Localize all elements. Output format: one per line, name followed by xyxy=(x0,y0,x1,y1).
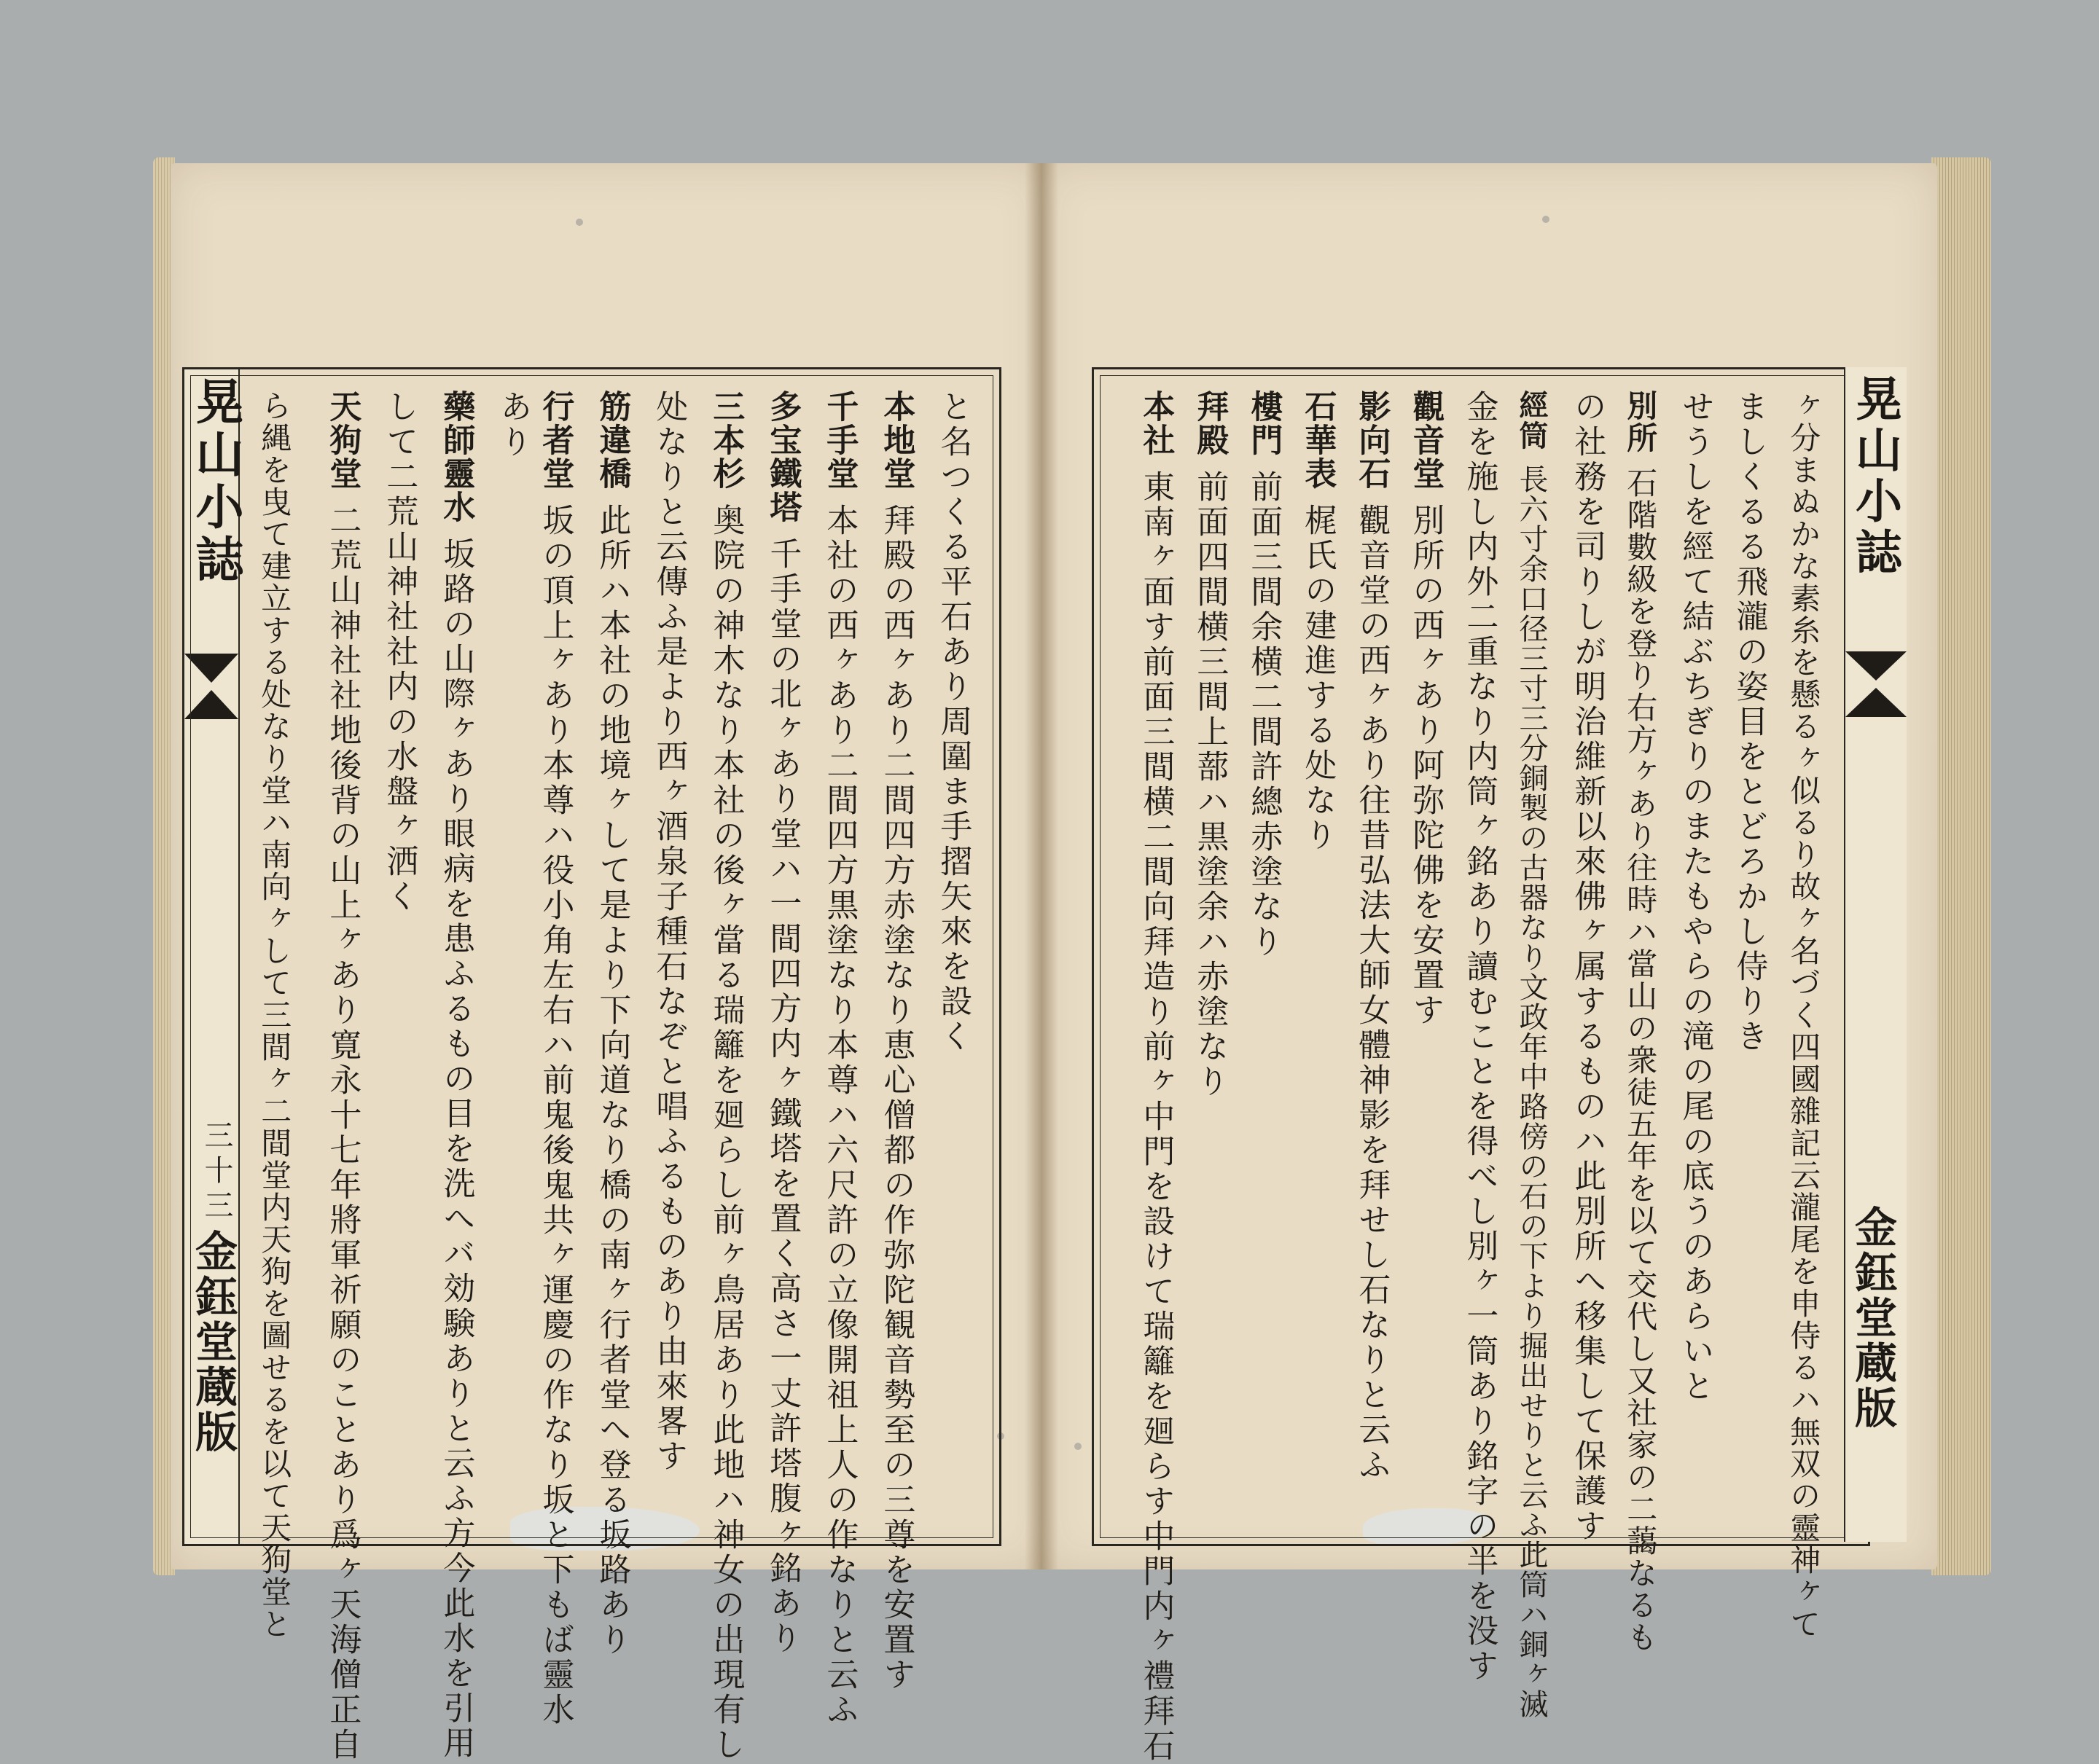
text-column: 石華表梶氏の建進する处なり xyxy=(1299,390,1337,853)
right-text-frame xyxy=(1092,367,1870,1764)
text-column: の社務を司りしが明治維新以來佛ヶ属するものハ此別所へ移集して保護す xyxy=(1568,390,1606,1544)
left-text-frame xyxy=(182,367,1001,1763)
text-column: 天狗堂二荒山神社社地後背の山上ヶあり寛永十七年將軍祈願のことあり爲ヶ天海僧正自 xyxy=(324,390,361,1763)
book-title: 晃山小誌 xyxy=(187,377,244,587)
text-column: 觀音堂別所の西ヶあり阿弥陀佛を安置す xyxy=(1407,390,1445,1028)
worm-hole xyxy=(1074,1443,1082,1450)
text-column: 千手堂本社の西ヶあり二間四方黒塗なり本尊ハ六尺許の立像開祖上人の作なりと云ふ xyxy=(821,390,859,1728)
text-column: して二荒山神社社内の水盤ヶ洒く xyxy=(380,390,418,914)
text-column: 藥師靈水坂路の山際ヶあり眼病を患ふるもの目を洗へバ効験ありと云ふ方今此水を引用 xyxy=(437,390,475,1761)
text-column: 筋違橋此所ハ本社の地境ヶして是より下向道なり橋の南ヶ行者堂へ登る坂路あり xyxy=(593,390,631,1658)
fishtail-mark-icon xyxy=(184,654,238,719)
book-gutter xyxy=(1025,163,1058,1569)
page-number: 三十三 xyxy=(200,1120,233,1225)
text-column: 影向石觀音堂の西ヶあり往昔弘法大師女體神影を拜せし石なりと云ふ xyxy=(1353,390,1391,1483)
text-column: せうしを經て結ぶちぎりのまたもやらの滝の尾の底うのあらいと xyxy=(1676,390,1714,1404)
text-column: 金を施し内外二重なり内筒ヶ銘あり讀むことを得べし別ヶ一筒あり銘字の半を没す xyxy=(1461,390,1498,1684)
text-column: 行者堂坂の頂上ヶあり本尊ハ役小角左右ハ前鬼後鬼共ヶ運慶の作なり坂と下もば靈水 xyxy=(536,390,574,1728)
text-column: 本地堂拜殿の西ヶあり二間四方赤塗なり恵心僧都の作弥陀観音勢至の三尊を安置す xyxy=(877,390,915,1693)
text-column: 三本杉奥院の神木なり本社の後ヶ當る瑞籬を廻らし前ヶ鳥居あり此地ハ神女の出現有し xyxy=(707,390,745,1763)
publisher-imprint: 金鈺堂蔵版 xyxy=(188,1229,238,1455)
text-column: と名つくる平石あり周圍ま手摺矢來を設く xyxy=(934,390,972,1054)
publisher-imprint: 金鈺堂蔵版 xyxy=(1848,1205,1897,1431)
text-column: あり xyxy=(494,390,532,460)
text-column: 經筒長六寸余口径三寸三分銅製の古器なり文政年中路傍の石の下より掘出せりと云ふ此筒ハ銅ヶ滅 xyxy=(1514,390,1549,1719)
text-column: 处なりと云傳ふ是より西ヶ酒泉子種石なぞと唱ふるものあり由來畧す xyxy=(650,390,688,1474)
worm-hole xyxy=(576,219,583,226)
right-hashira xyxy=(1844,367,1907,1542)
fishtail-mark-icon xyxy=(1845,651,1907,717)
book-title: 晃山小誌 xyxy=(1848,375,1902,579)
left-hashira xyxy=(184,369,244,1544)
right-page-edges xyxy=(1931,157,1991,1575)
text-column: 本社東南ヶ面す前面三間横二間向拜造り前ヶ中門を設けて瑞籬を廻らす中門内ヶ禮拜石 xyxy=(1137,390,1175,1764)
worm-hole xyxy=(1542,216,1549,223)
text-column: ら縄を曳て建立する处なり堂ハ南向ヶして三間ヶ二間堂内天狗を圖せるを以て天狗堂と xyxy=(257,390,293,1640)
text-column: ヶ分まぬかな素糸を懸るヶ似るり故ヶ名づく四國雜記云瀧尾を申侍るハ無双の靈神ヶて xyxy=(1786,390,1822,1640)
text-column: 拜殿前面四間横三間上蔀ハ黒塗余ハ赤塗なり xyxy=(1191,390,1229,1099)
text-column: 多宝鐵塔千手堂の北ヶあり堂ハ一間四方内ヶ鐵塔を置く高さ一丈許塔腹ヶ銘あり xyxy=(764,390,802,1656)
text-column: 別所石階數級を登り右方ヶあり往時ハ當山の衆徒五年を以て交代し又社家の二藹なるも xyxy=(1622,390,1659,1653)
text-column: ましくるる飛瀧の姿目をとどろかし侍りき xyxy=(1730,390,1768,1054)
text-column: 樓門前面三間余横二間許總赤塗なり xyxy=(1245,390,1283,960)
